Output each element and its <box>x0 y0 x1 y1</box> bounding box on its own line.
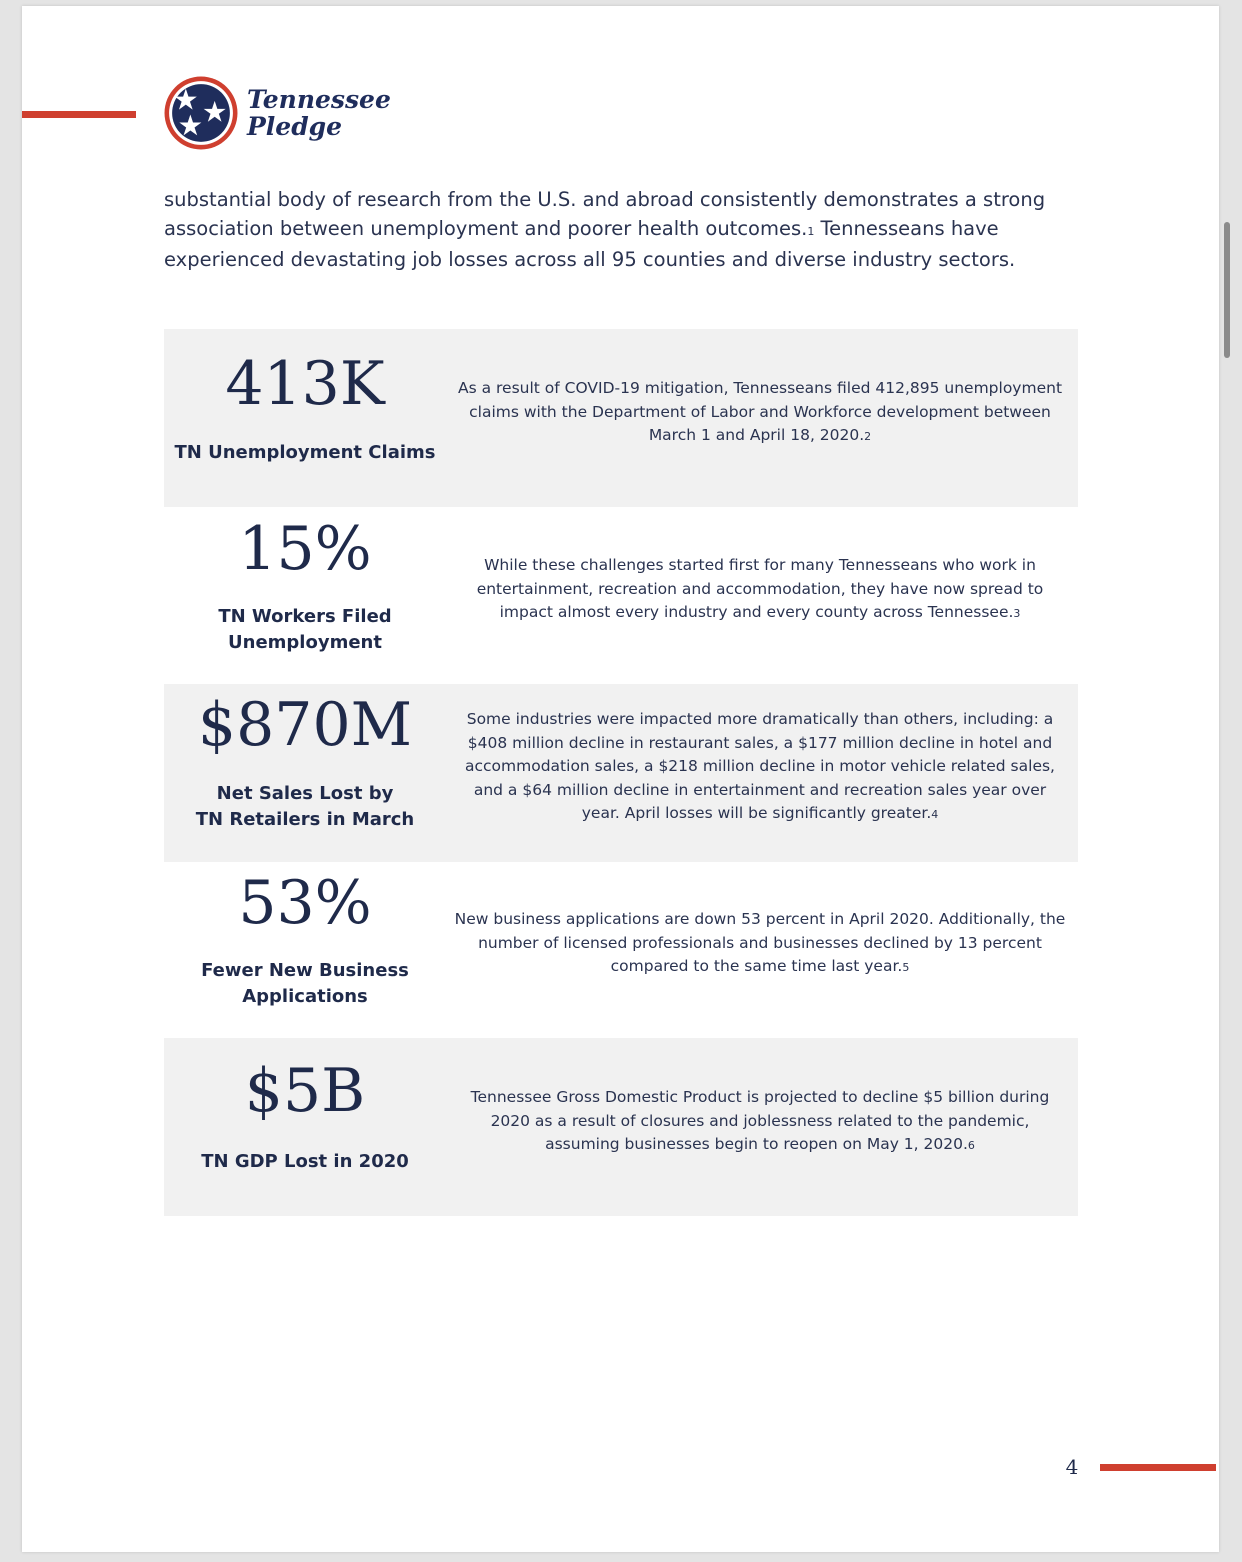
stat-row-gdp-lost <box>164 1038 1078 1216</box>
stat-row-net-sales-lost <box>164 684 1078 862</box>
stat-left-column <box>164 1038 446 1216</box>
header-accent-rule <box>22 111 136 118</box>
footer-accent-rule <box>1100 1464 1216 1471</box>
intro-text-a: substantial body of research from the U.S. and abroad consistently demonstrates a strong association between unemployment and poorer health outcomes. <box>164 188 1046 240</box>
stat-description-text: While these challenges started first for many Tennesseans who work in entertainment, recreation and accommodation, they have now spread to impact almost every industry and every county across Tennessee. <box>476 556 1044 621</box>
page-number: 4 <box>1065 1455 1079 1479</box>
stat-label-line-1: TN Unemployment Claims <box>174 442 436 463</box>
stat-label-line-1: TN GDP Lost in 2020 <box>201 1151 409 1172</box>
stat-label <box>164 958 446 1010</box>
stat-row-unemployment-claims <box>164 329 1078 507</box>
stat-label-line-2: Applications <box>242 986 368 1007</box>
stat-label-line-1: TN Workers Filed <box>218 606 392 627</box>
stat-description-text: Tennessee Gross Domestic Product is projected to decline $5 billion during 2020 as a result of closures and joblessness related to the pandemic, assuming businesses begin to reopen on May 1, 2020. <box>470 1088 1050 1153</box>
stat-description-text: Some industries were impacted more dramatically than others, including: a $408 million decline in restaurant sales, a $177 million decline in hotel and accommodation sales, a $218 million decline in motor vehicle related sales, and a $64 million decline in entertainment and recreation sales year over year. April losses will be significantly greater. <box>465 710 1055 822</box>
stat-row-workers-filed <box>164 507 1078 685</box>
stat-description <box>454 377 1066 449</box>
tristar-icon <box>163 75 239 151</box>
stat-description-text: New business applications are down 53 percent in April 2020. Additionally, the number of licensed professionals and businesses declined by 13 percent compared to the same time last year. <box>454 910 1066 975</box>
stat-value: 53% <box>238 868 372 938</box>
stat-row-new-business-applications <box>164 861 1078 1039</box>
footnote-ref: 2 <box>864 430 872 443</box>
stat-description <box>454 708 1066 827</box>
stat-left-column <box>164 329 446 507</box>
stat-label <box>164 604 446 656</box>
logo-wordmark <box>247 86 391 140</box>
stat-left-column <box>164 684 446 862</box>
stat-label <box>164 440 446 466</box>
logo-line-1: Tennessee <box>247 85 391 114</box>
stat-description-text: As a result of COVID-19 mitigation, Tennesseans filed 412,895 unemployment claims with the Department of Labor and Workforce development between March 1 and April 18, 2020. <box>457 379 1063 444</box>
footnote-ref: 6 <box>967 1139 975 1152</box>
footnote-ref: 1 <box>807 224 815 238</box>
vertical-scrollbar[interactable] <box>1224 222 1230 358</box>
footnote-ref: 4 <box>931 808 939 821</box>
stat-description <box>454 908 1066 980</box>
stat-value: $870M <box>197 690 413 760</box>
tennessee-pledge-logo <box>163 75 391 151</box>
stat-left-column <box>164 507 446 685</box>
footnote-ref: 3 <box>1013 607 1021 620</box>
stat-value: $5B <box>244 1056 366 1126</box>
stat-label-line-1: Fewer New Business <box>201 960 409 981</box>
stat-label <box>164 1149 446 1175</box>
stat-value: 413K <box>225 349 385 419</box>
stat-label-line-1: Net Sales Lost by <box>216 783 394 804</box>
stat-left-column <box>164 861 446 1039</box>
stat-label <box>164 781 446 833</box>
intro-paragraph <box>164 186 1064 275</box>
stat-description <box>454 1086 1066 1158</box>
stat-description <box>454 554 1066 626</box>
stat-label-line-2: Unemployment <box>228 632 382 653</box>
stat-value: 15% <box>238 514 372 584</box>
footnote-ref: 5 <box>902 961 910 974</box>
logo-line-2: Pledge <box>247 112 343 141</box>
intro-text-b: Tennesseans have experienced devastating job losses across all 95 counties and diverse industry sectors. <box>164 216 1016 271</box>
stat-label-line-2: TN Retailers in March <box>195 809 415 830</box>
